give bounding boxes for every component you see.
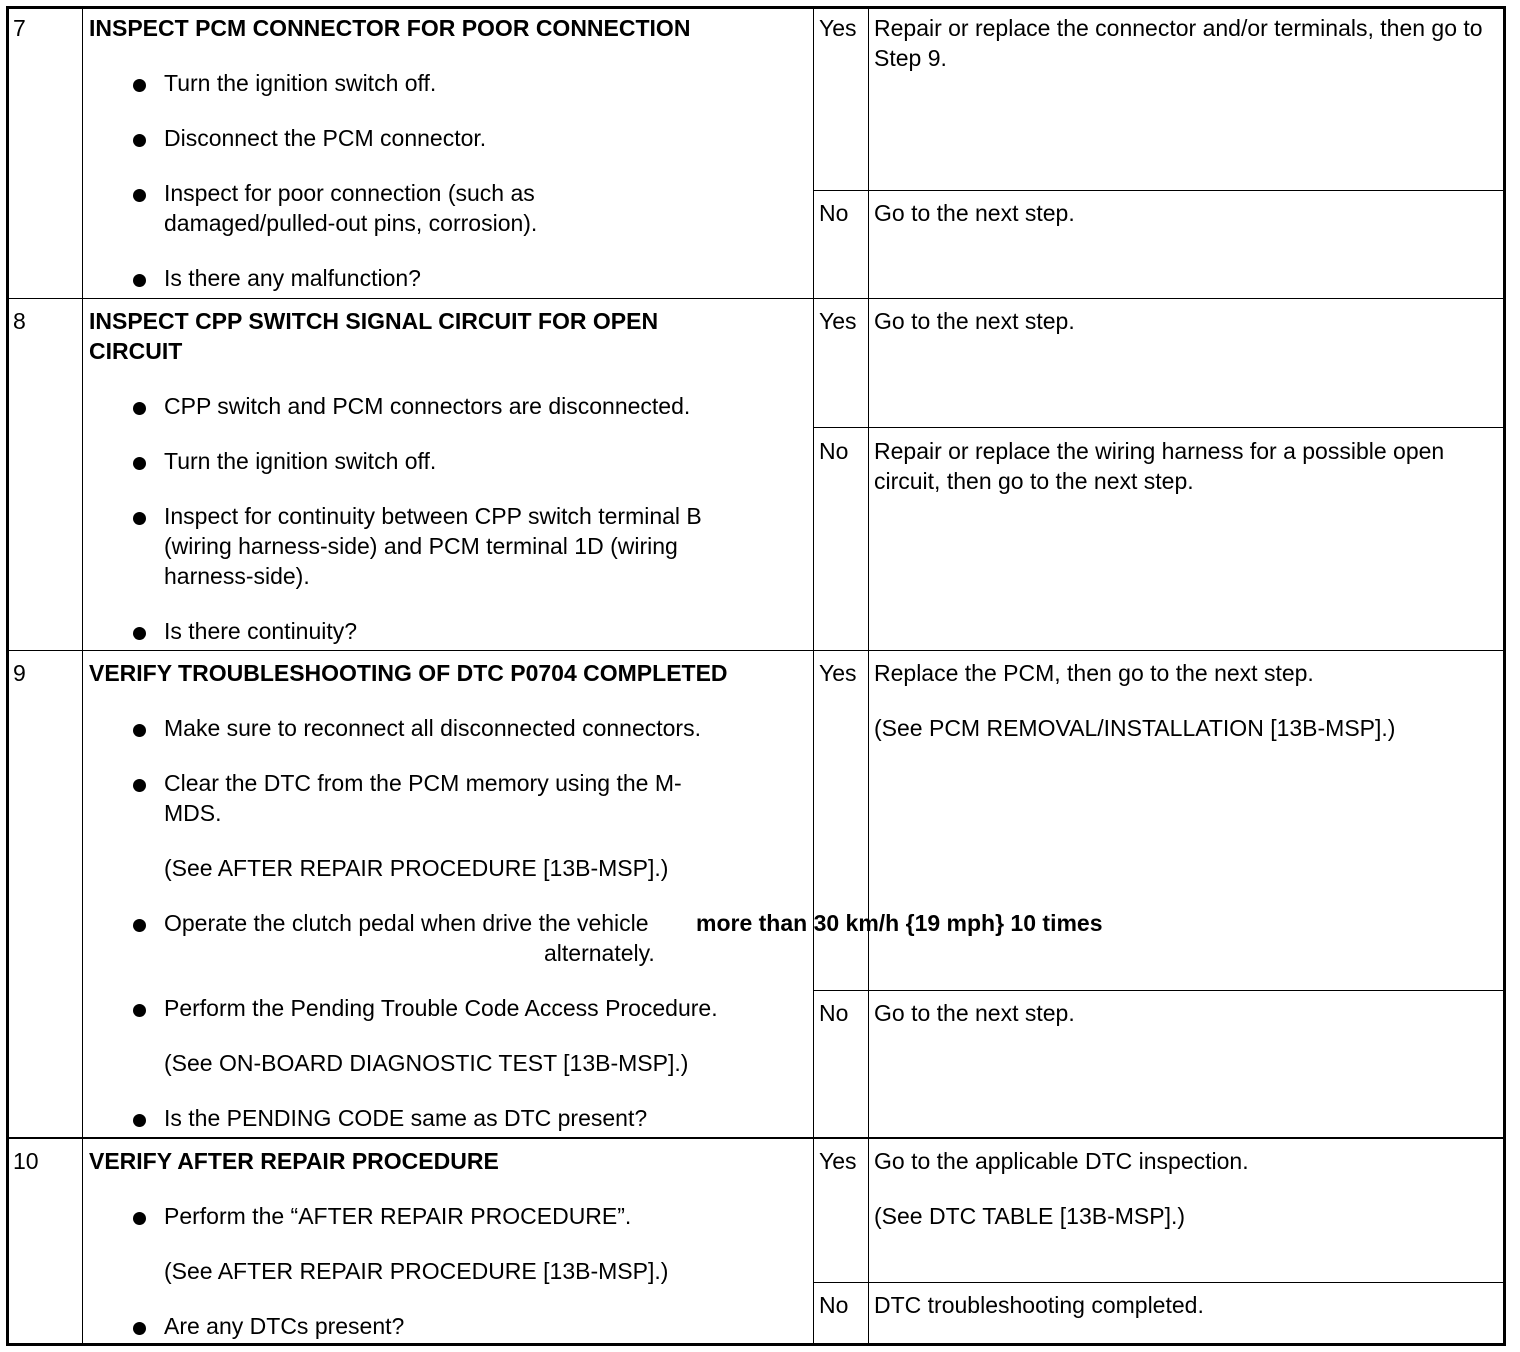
step-bullet: Perform the “AFTER REPAIR PROCEDURE”. [164, 1203, 632, 1229]
no-label: No [819, 200, 849, 226]
step-bullet: Turn the ignition switch off. [164, 448, 437, 474]
column-divider [82, 9, 83, 1343]
bullet-icon [133, 1322, 146, 1335]
bullet-icon [133, 189, 146, 202]
column-divider [868, 9, 869, 1343]
step-bullet: Operate the clutch pedal when drive the vehicle [164, 910, 649, 936]
bullet-icon [133, 402, 146, 415]
yes-note: (See DTC TABLE [13B-MSP].) [874, 1203, 1186, 1229]
step-bullet: alternately. [544, 940, 655, 966]
no-label: No [819, 1000, 849, 1026]
step-bullet: Make sure to reconnect all disconnected connectors. [164, 715, 701, 741]
step-bullet: Is the PENDING CODE same as DTC present? [164, 1105, 648, 1131]
yes-label: Yes [819, 660, 857, 686]
no-label: No [819, 1292, 849, 1318]
yes-no-divider [813, 1282, 1503, 1283]
column-divider [813, 9, 814, 1343]
step-title: INSPECT CPP SWITCH SIGNAL CIRCUIT FOR OPEN CIRCUIT [89, 308, 659, 364]
bullet-icon [133, 134, 146, 147]
step-number: 9 [13, 660, 26, 686]
step-bullet: Is there any malfunction? [164, 265, 421, 291]
bullet-icon [133, 274, 146, 287]
row-divider [9, 650, 1503, 651]
step-note: (See AFTER REPAIR PROCEDURE [13B-MSP].) [164, 1258, 669, 1284]
bullet-icon [133, 1004, 146, 1017]
step-bullet: CPP switch and PCM connectors are disconnected. [164, 393, 691, 419]
row-divider [9, 1137, 1503, 1139]
yes-label: Yes [819, 1148, 857, 1174]
bullet-icon [133, 457, 146, 470]
step-bullet: Disconnect the PCM connector. [164, 125, 487, 151]
row-divider [9, 298, 1503, 299]
step-bullet: Are any DTCs present? [164, 1313, 405, 1339]
step-title: INSPECT PCM CONNECTOR FOR POOR CONNECTION [89, 15, 691, 41]
step-bullet: Clear the DTC from the PCM memory using the M-MDS. [164, 770, 682, 826]
bullet-icon [133, 627, 146, 640]
step-bullet: Turn the ignition switch off. [164, 70, 437, 96]
yes-action: Go to the next step. [874, 308, 1075, 334]
step-number: 7 [13, 15, 26, 41]
no-action: Go to the next step. [874, 200, 1075, 226]
no-action: Repair or replace the wiring harness for a possible open circuit, then go to the next step. [874, 438, 1445, 494]
bullet-icon [133, 512, 146, 525]
bullet-icon [133, 1212, 146, 1225]
bullet-icon [133, 1114, 146, 1127]
troubleshooting-table [6, 6, 1506, 1346]
step-bullet: Is there continuity? [164, 618, 358, 644]
no-action: Go to the next step. [874, 1000, 1075, 1026]
step-title: VERIFY TROUBLESHOOTING OF DTC P0704 COMPLETED [89, 660, 728, 686]
bullet-icon [133, 779, 146, 792]
yes-action: Repair or replace the connector and/or terminals, then go to Step 9. [874, 15, 1483, 71]
yes-no-divider [813, 190, 1503, 191]
step-bullet: Inspect for poor connection (such as damaged/pulled-out pins, corrosion). [164, 180, 538, 236]
step-number: 10 [13, 1148, 39, 1174]
step-note: (See AFTER REPAIR PROCEDURE [13B-MSP].) [164, 855, 669, 881]
step-note: (See ON-BOARD DIAGNOSTIC TEST [13B-MSP].) [164, 1050, 689, 1076]
step-bullet-emphasis: more than 30 km/h {19 mph} 10 times [696, 910, 1103, 936]
step-title: VERIFY AFTER REPAIR PROCEDURE [89, 1148, 499, 1174]
no-action: DTC troubleshooting completed. [874, 1292, 1204, 1318]
yes-label: Yes [819, 308, 857, 334]
yes-action: Go to the applicable DTC inspection. [874, 1148, 1249, 1174]
yes-no-divider [813, 990, 1503, 991]
yes-no-divider [813, 427, 1503, 428]
bullet-icon [133, 79, 146, 92]
bullet-icon [133, 919, 146, 932]
yes-action: Replace the PCM, then go to the next step. [874, 660, 1314, 686]
step-bullet: Inspect for continuity between CPP switch terminal B (wiring harness-side) and PCM terminal 1D (wiring harness-side). [164, 503, 702, 589]
step-bullet: Perform the Pending Trouble Code Access Procedure. [164, 995, 718, 1021]
bullet-icon [133, 724, 146, 737]
step-number: 8 [13, 308, 26, 334]
yes-note: (See PCM REMOVAL/INSTALLATION [13B-MSP].) [874, 715, 1396, 741]
no-label: No [819, 438, 849, 464]
yes-label: Yes [819, 15, 857, 41]
